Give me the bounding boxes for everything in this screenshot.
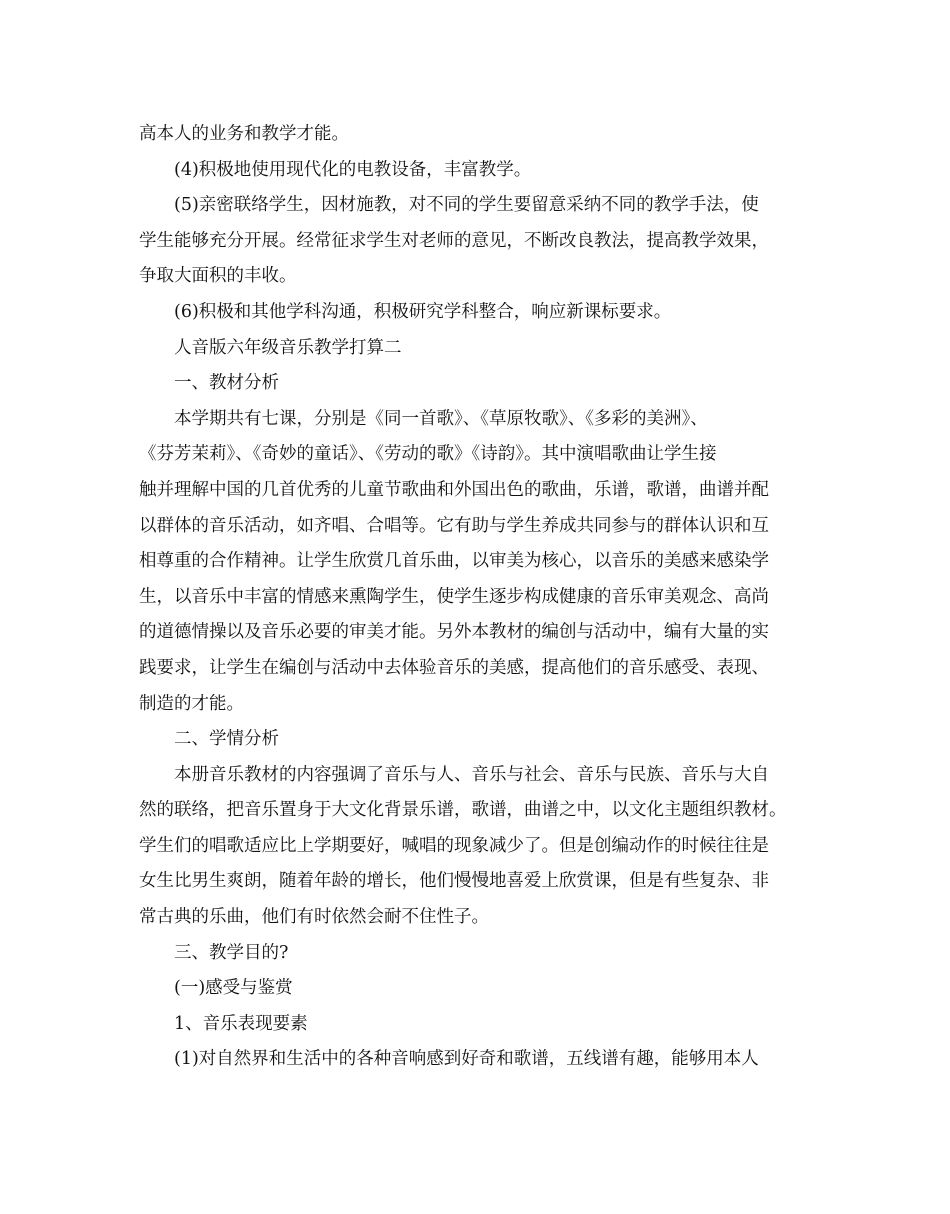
text-line: 本学期共有七课，分别是《同一首歌》、《草原牧歌》、《多彩的美洲》、: [174, 408, 708, 429]
text-line: 触并理解中国的几首优秀的儿童节歌曲和外国出色的歌曲，乐谱，歌谱，曲谱并配: [139, 479, 769, 500]
text-line: 生，以音乐中丰富的情感来熏陶学生，使学生逐步构成健康的音乐审美观念、高尚: [139, 586, 769, 607]
text-line: 制造的才能。: [139, 693, 244, 714]
text-line: (4)积极地使用现代化的电教设备，丰富教学。: [174, 159, 532, 180]
text-line: 争取大面积的丰收。: [139, 266, 297, 287]
text-line: 然的联络，把音乐置身于大文化背景乐谱，歌谱，曲谱之中，以文化主题组织教材。: [139, 800, 787, 821]
text-line: (1)对自然界和生活中的各种音响感到好奇和歌谱，五线谱有趣，能够用本人: [174, 1049, 759, 1070]
text-line: 相尊重的合作精神。让学生欣赏几首乐曲，以审美为核心，以音乐的美感来感染学: [139, 551, 769, 572]
text-line: 以群体的音乐活动，如齐唱、合唱等。它有助与学生养成共同参与的群体认识和互: [139, 515, 769, 536]
text-line: 人音版六年级音乐教学打算二: [174, 337, 402, 358]
text-line: 本册音乐教材的内容强调了音乐与人、音乐与社会、音乐与民族、音乐与大自: [174, 764, 769, 785]
text-line: 高本人的业务和教学才能。: [139, 124, 349, 144]
text-line: 1、音乐表现要素: [174, 1013, 308, 1034]
text-line: (一)感受与鉴赏: [174, 978, 293, 999]
text-line: (6)积极和其他学科沟通，积极研究学科整合，响应新课标要求。: [174, 301, 672, 322]
text-line: 一、教材分析: [174, 373, 279, 394]
text-line: 践要求，让学生在编创与活动中去体验音乐的美感，提高他们的音乐感受、表现、: [139, 657, 769, 678]
text-line: 三、教学目的?: [174, 942, 289, 963]
text-line: 女生比男生爽朗，随着年龄的增长，他们慢慢地喜爱上欣赏课，但是有些复杂、非: [139, 871, 769, 892]
text-line: 学生们的唱歌适应比上学期要好，喊唱的现象减少了。但是创编动作的时候往往是: [139, 835, 769, 856]
document-body: [139, 117, 819, 1078]
text-line: 《芬芳茉莉》、《奇妙的童话》、《劳动的歌》《诗韵》。其中演唱歌曲让学生接: [139, 444, 717, 465]
text-line: 常古典的乐曲，他们有时依然会耐不住性子。: [139, 907, 489, 928]
text-line: 二、学情分析: [174, 729, 279, 750]
text-line: 的道德情操以及音乐必要的审美才能。另外本教材的编创与活动中，编有大量的实: [139, 622, 769, 643]
text-line: (5)亲密联络学生，因材施教，对不同的学生要留意采纳不同的教学手法，使: [174, 195, 759, 216]
text-line: 学生能够充分开展。经常征求学生对老师的意见，不断改良教法，提高教学效果，: [139, 230, 769, 251]
